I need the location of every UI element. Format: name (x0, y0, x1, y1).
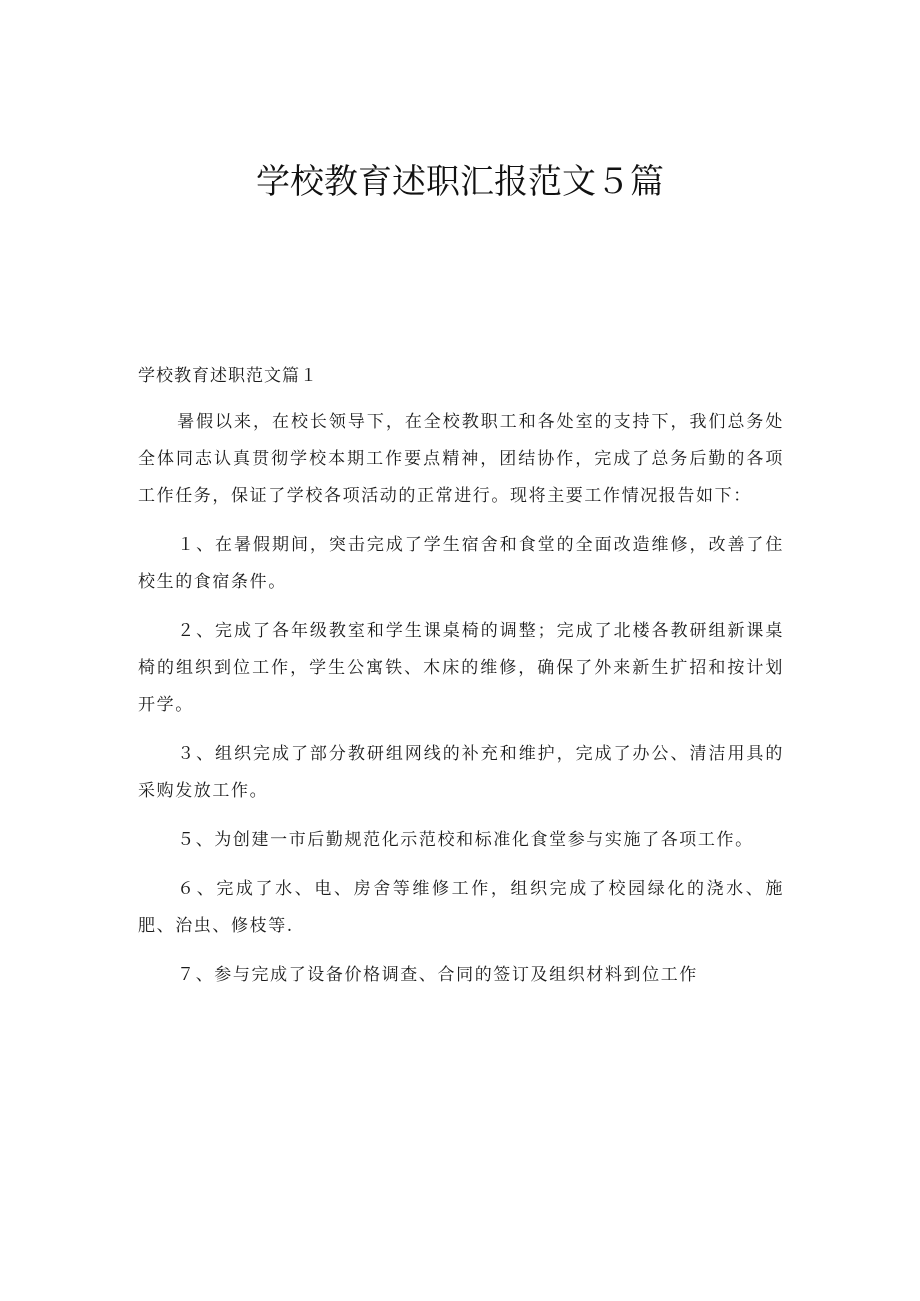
paragraph-item-1: １、在暑假期间，突击完成了学生宿舍和食堂的全面改造维修，改善了住校生的食宿条件。 (138, 535, 784, 592)
paragraph-intro: 暑假以来，在校长领导下，在全校教职工和各处室的支持下，我们总务处全体同志认真贯彻学校本期工作要点精神，团结协作，完成了总务后勤的各项工作任务，保证了学校各项活动的正常进行。现将主要工作情况报告如下： (138, 412, 784, 506)
paragraph-item-7: ７、参与完成了设备价格调查、合同的签订及组织材料到位工作 (177, 965, 698, 985)
paragraph-item-6: ６、完成了水、电、房舍等维修工作，组织完成了校园绿化的浇水、施肥、治虫、修枝等. (138, 879, 784, 936)
document-title: 学校教育述职汇报范文５篇 (256, 162, 664, 202)
document-body (138, 356, 784, 1006)
paragraph-item-3: ３、组织完成了部分教研组网线的补充和维护，完成了办公、清洁用具的采购发放工作。 (138, 744, 784, 801)
paragraph-item-2: ２、完成了各年级教室和学生课桌椅的调整；完成了北楼各教研组新课桌椅的组织到位工作，学生公寓铁、木床的维修，确保了外来新生扩招和按计划开学。 (138, 621, 784, 715)
paragraph-item-5: ５、为创建一市后勤规范化示范校和标准化食堂参与实施了各项工作。 (177, 830, 754, 850)
section-heading: 学校教育述职范文篇１ (138, 366, 318, 386)
